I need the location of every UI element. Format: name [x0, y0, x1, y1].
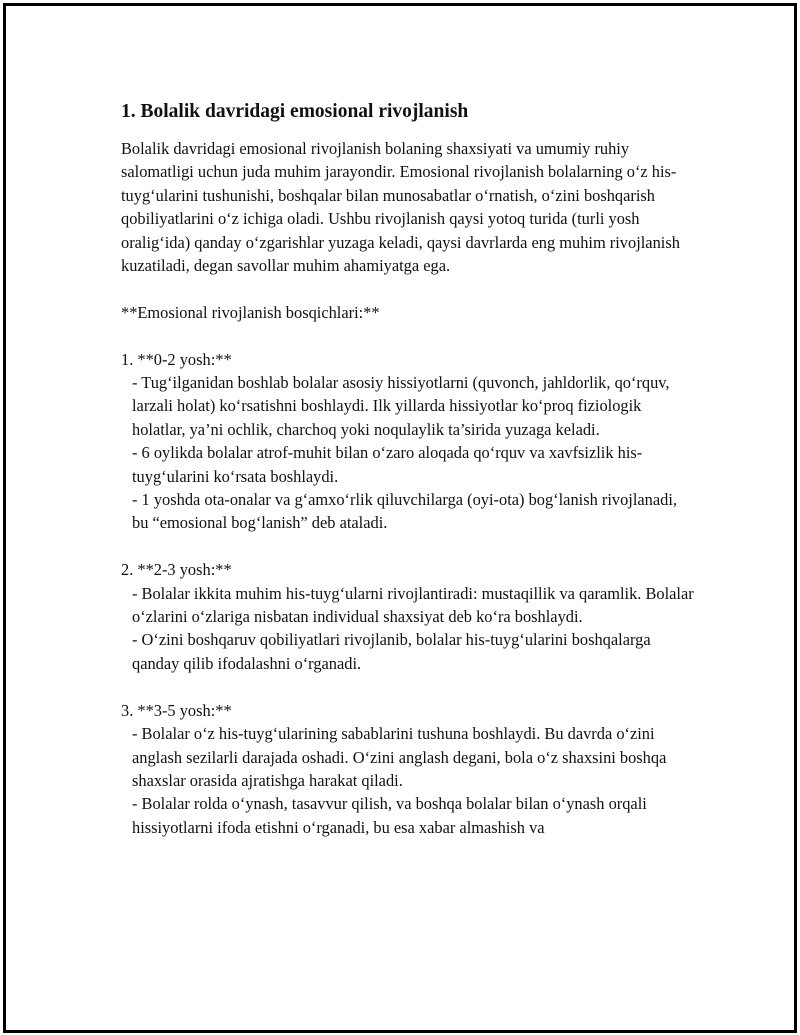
stage-bullet: - O‘zini boshqaruv qobiliyatlari rivojlanib, bolalar his-tuyg‘ularini boshqalarga qanday qilib ifodalashni o‘rganadi. [132, 630, 655, 673]
stage-bullet: - Bolalar ikkita muhim his-tuyg‘ularni rivojlantiradi: mustaqillik va qaramlik. Bolalar o‘zlarini o‘zlariga nisbatan individual shaxsiyat deb ko‘ra boshlaydi. [132, 583, 698, 627]
stage-heading: 1. **0-2 yosh:** [121, 349, 232, 369]
stage-heading: 3. **3-5 yosh:** [121, 700, 232, 720]
stage-bullet: - Bolalar rolda o‘ynash, tasavvur qilish, va boshqa bolalar bilan o‘ynash orqali hissiyotlarni ifoda etishni o‘rganadi, bu esa xabar almashish va [132, 794, 651, 837]
stage-heading: 2. **2-3 yosh:** [121, 560, 232, 580]
stage-bullet: - 6 oylikda bolalar atrof-muhit bilan o‘zaro aloqada qo‘rquv va xavfsizlik his-tuyg‘ularini ko‘rsata boshlaydi. [132, 443, 643, 486]
page-frame [3, 3, 797, 1033]
stage-bullet: - Tug‘ilganidan boshlab bolalar asosiy hissiyotlarni (quvonch, jahldorlik, qo‘rquv, larzali holat) ko‘rsatishni boshlaydi. Ilk yillarda hissiyotlar ko‘proq fiziologik holatlar, ya’ni ochlik, charchoq yoki noqulaylik ta’sirida yuzaga keladi. [132, 373, 674, 439]
section-title: 1. Bolalik davridagi emosional rivojlanish [121, 101, 469, 122]
intro-paragraph: Bolalik davridagi emosional rivojlanish bolaning shaxsiyati va umumiy ruhiy salomatligi uchun juda muhim jarayondir. Emosional rivojlanish bolalarning o‘z his-tuyg‘ularini tushunishi, boshqalar bilan munosabatlar o‘rnatish, o‘zini boshqarish qobiliyatlarini o‘z ichiga oladi. Ushbu rivojlanish qaysi yotoq turida (turli yosh oralig‘ida) qanday o‘zgarishlar yuzaga keladi, qaysi davrlarda eng muhim rivojlanish kuzatiladi, degan savollar muhim ahamiyatga ega. [121, 139, 685, 276]
stage-bullet: - 1 yoshda ota-onalar va g‘amxo‘rlik qiluvchilarga (oyi-ota) bog‘lanish rivojlanadi, bu “emosional bog‘lanish” deb ataladi. [132, 490, 682, 533]
stages-heading: **Emosional rivojlanish bosqichlari:** [121, 302, 380, 322]
document-body [121, 99, 696, 839]
stage-bullet: - Bolalar o‘z his-tuyg‘ularining sabablarini tushuna boshlaydi. Bu davrda o‘zini anglash sezilarli darajada oshadi. O‘zini anglash degani, bola o‘z shaxsini boshqa shaxslar orasida ajratishga harakat qiladi. [132, 724, 671, 790]
